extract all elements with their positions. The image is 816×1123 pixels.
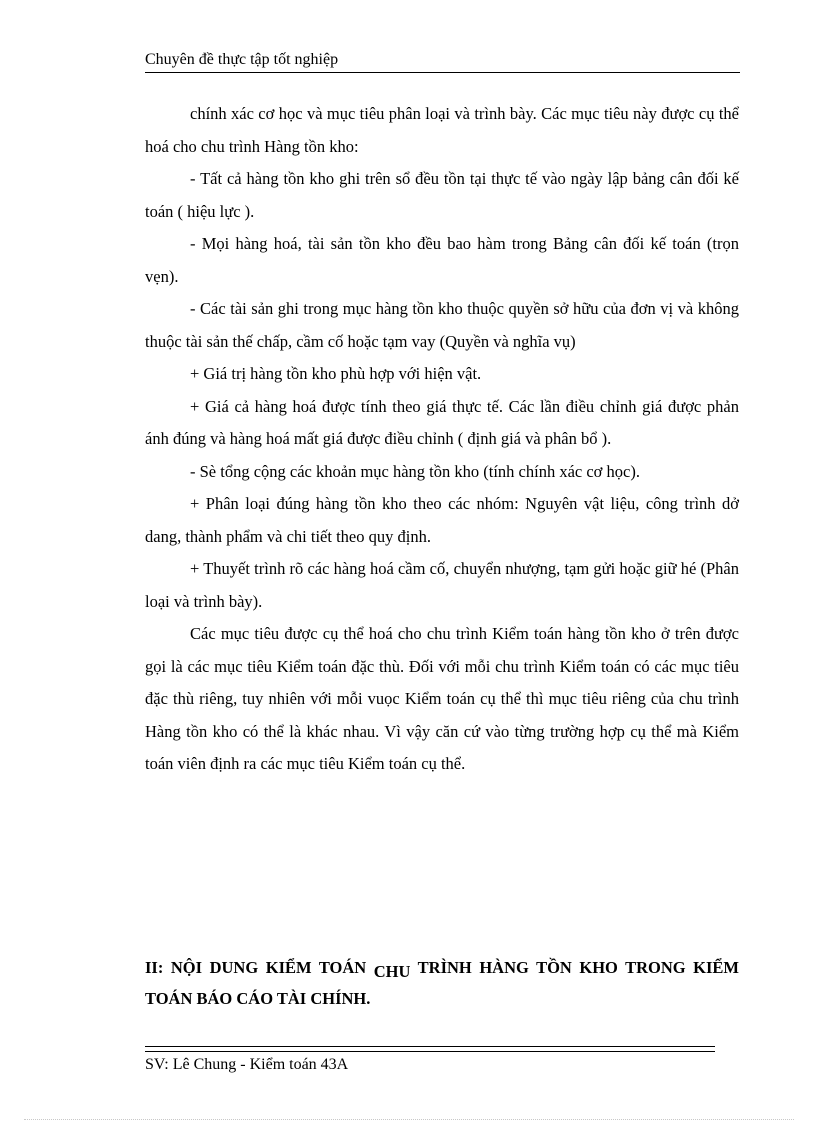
paragraph: chính xác cơ học và mục tiêu phân loại và trình bày. Các mục tiêu này được cụ thể hoá cho chu trình Hàng tồn kho: [145,104,739,156]
body-text [145,98,739,781]
paragraph: + Giá cả hàng hoá được tính theo giá thực tế. Các lần điều chỉnh giá được phản ánh đúng và hàng hoá mất giá được điều chỉnh ( định giá và phân bổ ). [145,396,739,448]
page-edge-divider [24,1119,794,1120]
paragraph: - Sè tổng cộng các khoản mục hàng tồn kho (tính chính xác cơ học). [190,461,640,481]
footer-double-rule [145,1046,715,1052]
paragraph: - Tất cả hàng tồn kho ghi trên sổ đều tồn tại thực tế vào ngày lập bảng cân đối kế toán ( hiệu lực ). [145,169,739,221]
paragraph: Các mục tiêu được cụ thể hoá cho chu trình Kiểm toán hàng tồn kho ở trên được gọi là các mục tiêu Kiểm toán đặc thù. Đối với mỗi chu trình Kiểm toán có các mục tiêu đặc thù riêng, tuy nhiên với mỗi vuọc Kiểm toán cụ thể thì mục tiêu riêng của chu trình Hàng tồn kho có thể là khác nhau. Vì vậy căn cứ vào từng trường hợp cụ thể mà Kiểm toán viên định ra các mục tiêu Kiểm toán cụ thể. [145,624,739,773]
heading-part: TRÌNH HÀNG TỒN KHO TRONG KIỂM TOÁN BÁO CÁO TÀI CHÍNH. [145,958,740,1008]
page-footer [145,1055,348,1075]
header-title: Chuyên đề thực tập tốt nghiệp [145,51,339,68]
paragraph: + Giá trị hàng tồn kho phù hợp với hiện vật. [190,364,482,383]
paragraph: + Thuyết trình rõ các hàng hoá cầm cố, chuyển nhượng, tạm gửi hoặc giữ hé (Phân loại và trình bày). [145,559,739,611]
footer-text: SV: Lê Chung - Kiểm toán 43A [145,1056,349,1073]
heading-part: II: NỘI DUNG KIỂM TOÁN [145,958,374,977]
paragraph: - Mọi hàng hoá, tài sản tồn kho đều bao hàm trong Bảng cân đối kế toán (trọn vẹn). [145,234,739,286]
paragraph: - Các tài sản ghi trong mục hàng tồn kho thuộc quyền sở hữu của đơn vị và không thuộc tài sản thế chấp, cầm cố hoặc tạm vay (Quyền và nghĩa vụ) [145,299,739,351]
section-heading [145,952,739,1014]
paragraph: + Phân loại đúng hàng tồn kho theo các nhóm: Nguyên vật liệu, công trình dở dang, thành phẩm và chi tiết theo quy định. [145,494,739,546]
heading-part-raised: CHU [373,962,411,981]
page-header [145,50,740,73]
